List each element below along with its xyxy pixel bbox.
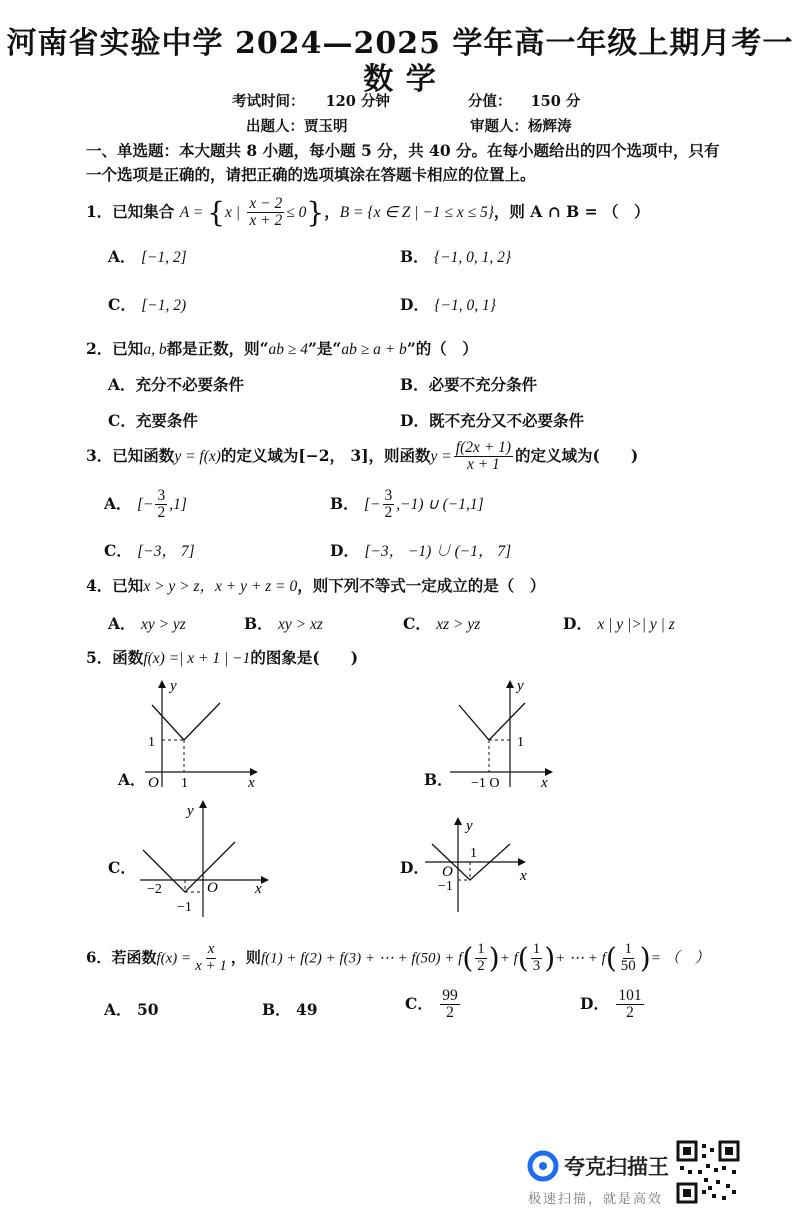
q3-option-a[interactable]: A． [− $\frac{3}{2}$ ,1] — [104, 487, 187, 522]
section-instruction-line1: 一、单选题：本大题共 8 小题，每小题 5 分，共 40 分。在每小题给出的四个选项中，只有 — [86, 141, 720, 160]
question-2-stem: 2．已知a, b都是正数，则“ab ≥ 4”是“ab ≥ a + b”的（ ） — [86, 339, 478, 358]
exam-time — [232, 90, 390, 111]
question-4-stem: 4．已知x > y > z，x + y + z = 0，则下列不等式一定成立的是（ ） — [86, 576, 546, 595]
y-axis-arrow — [454, 817, 462, 825]
q6-option-c[interactable]: C． $\frac{99}{2}$ — [405, 987, 458, 1022]
origin-label: O — [148, 775, 159, 790]
exam-title: 河南省实验中学 2024—2025 学年高一年级上期月考一 — [6, 26, 794, 61]
question-5-stem: 5．函数f(x) =| x + 1 | −1的图象是( ) — [86, 648, 359, 667]
q2-option-a[interactable]: A．充分不必要条件 — [108, 375, 245, 394]
y-axis-arrow — [506, 680, 514, 688]
q5-graph-c[interactable] — [135, 795, 280, 920]
exam-reviewer — [470, 115, 572, 136]
q2-option-b[interactable]: B．必要不充分条件 — [400, 375, 538, 394]
q4-option-d[interactable]: D． x | y |>| y | z — [563, 614, 675, 633]
question-3-stem: 3．已知函数y = f(x)的定义域为[−2， 3]，则函数y = $\frac{f(2x + 1)}{x + 1}$ 的定义域为( ) — [86, 439, 639, 474]
q6-option-b[interactable]: B． 49 — [262, 1000, 318, 1019]
q5-option-a-label[interactable]: A． — [118, 770, 146, 789]
author-value: 贾玉明 — [304, 118, 348, 135]
origin-label: O — [207, 880, 218, 896]
q1-option-b[interactable]: B． {−1, 0, 1, 2} — [400, 247, 512, 266]
y-label: y — [187, 803, 194, 819]
q4-option-c[interactable]: C． xz > yz — [403, 614, 481, 633]
q1-option-a[interactable]: A． [−1, 2] — [108, 247, 187, 266]
tick-label: 1 — [148, 735, 155, 750]
q5-option-b-label[interactable]: B． — [424, 770, 453, 789]
origin-label: O — [442, 864, 453, 880]
author-label: 出题人： — [246, 118, 304, 135]
reviewer-label: 审题人： — [470, 118, 528, 135]
tick-label: 1 — [470, 846, 477, 861]
tick-label: −1 — [177, 900, 192, 915]
q5-graph-a[interactable] — [140, 675, 265, 790]
set-a-fraction: $\frac{x - 2}{x + 2}$ — [249, 195, 283, 230]
y-label: y — [517, 678, 524, 694]
section-instruction-line2: 一个选项是正确的，请把正确的选项填涂在答题卡相应的位置上。 — [86, 165, 536, 184]
q5-graph-d[interactable] — [420, 812, 535, 917]
q6-option-a[interactable]: A． 50 — [104, 1000, 159, 1019]
q3-option-c[interactable]: C． [−3， 7] — [104, 541, 195, 560]
y-label: y — [170, 678, 177, 694]
score-value: 150 分 — [530, 93, 581, 110]
tick-label: 1 — [517, 735, 524, 750]
question-6-stem: 6．若函数f(x) = $\frac{x}{x + 1}$ ，则f(1) + f(2) + f(3) + ⋯ + f(50) + f( $\frac{1}{2}$ )+ f( $\frac{1}{3}$ )+ ⋯ + f( $\frac{1}{50}$ )= （ ） — [86, 941, 710, 975]
qr-code-icon — [676, 1140, 740, 1204]
q4-option-a[interactable]: A． xy > yz — [108, 614, 186, 633]
x-axis-arrow — [261, 876, 269, 884]
tick-label: −1 — [438, 879, 453, 894]
x-label: x — [255, 881, 262, 897]
graph-line — [459, 703, 525, 740]
score-label: 分值： — [468, 93, 512, 110]
y-axis-arrow — [199, 800, 207, 808]
x-label: x — [541, 775, 548, 790]
watermark-brand: 夸克扫描王 — [564, 1156, 669, 1179]
exam-score — [468, 90, 580, 111]
q3-option-b[interactable]: B． [− $\frac{3}{2}$ ,−1) ∪ (−1,1] — [330, 487, 484, 522]
reviewer-value: 杨辉涛 — [528, 118, 572, 135]
set-b: B = {x ∈ Z | −1 ≤ x ≤ 5} — [339, 203, 494, 221]
x-label: x — [520, 868, 527, 884]
time-value: 120 分钟 — [325, 93, 390, 110]
watermark-slogan: 极速扫描，就是高效 — [528, 1191, 664, 1206]
q1-tail: ，则 A ∩ B = （ ） — [493, 201, 650, 221]
set-a-label: A = — [179, 203, 208, 221]
exam-author — [246, 115, 348, 136]
q1-lead: 已知集合 — [112, 201, 175, 221]
q4-option-b[interactable]: B． xy > xz — [244, 614, 323, 633]
y-axis-arrow — [158, 680, 166, 688]
q3-fraction: $\frac{f(2x + 1)}{x + 1}$ — [455, 439, 511, 474]
y-label: y — [466, 818, 473, 834]
q3-option-d[interactable]: D． [−3， −1) ∪ (−1， 7] — [330, 541, 512, 560]
question-1-stem: 1．已知集合 A = {x | $\frac{x - 2}{x + 2}$ ≤ 0}，B = {x ∈ Z | −1 ≤ x ≤ 5}，则 A ∩ B = （ ） — [86, 195, 650, 230]
x-label: x — [248, 775, 255, 790]
quark-logo-icon — [527, 1150, 559, 1182]
q2-option-d[interactable]: D．既不充分又不必要条件 — [400, 411, 584, 430]
right-brace: } — [306, 195, 325, 229]
q5-option-c-label[interactable]: C． — [108, 858, 136, 877]
tick-label: −2 — [147, 882, 162, 897]
q5-option-d-label[interactable]: D． — [400, 858, 429, 877]
subject-title: 数 学 — [363, 62, 437, 97]
q2-option-c[interactable]: C．充要条件 — [108, 411, 198, 430]
left-brace: { — [207, 195, 225, 229]
x-axis-arrow — [518, 858, 526, 866]
q1-option-d[interactable]: D． {−1, 0, 1} — [400, 295, 496, 314]
tick-label: −1 O — [471, 776, 500, 790]
q1-option-c[interactable]: C． [−1, 2) — [108, 295, 187, 314]
question-number: 1． — [86, 201, 113, 221]
q5-graph-b[interactable] — [445, 675, 560, 790]
q6-option-d[interactable]: D． $\frac{101}{2}$ — [580, 987, 642, 1022]
time-label: 考试时间： — [232, 93, 305, 110]
tick-label: 1 — [181, 776, 188, 790]
